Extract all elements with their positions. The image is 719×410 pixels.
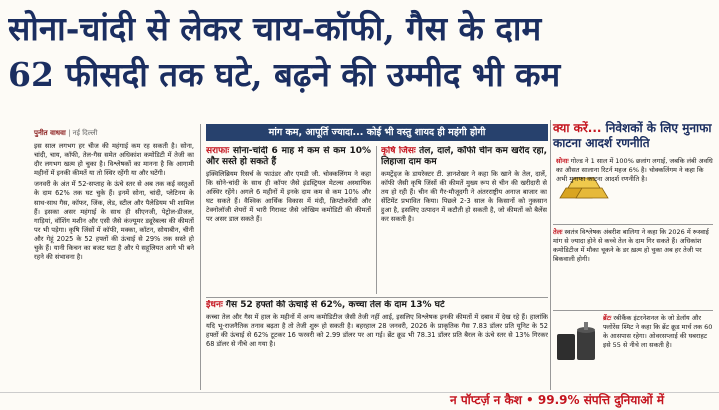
mid-horizontal-divider (206, 297, 548, 298)
fuel-heading: ईंधनः गैस 52 हफ्तों की ऊंचाई से 62%, कच्चा तेल के दाम 13% घटे (206, 300, 445, 310)
headline-line-2: 62 फीसदी तक घटे, बढ़ने की उम्मीद भी कम (8, 55, 561, 94)
oil-barrels-illustration (555, 320, 599, 362)
bottom-strip-text: न पॉप्टर्ज़ न कैश • 99.9% संपत्ति दुनियाओं में (450, 393, 665, 407)
sidebar-oil: तेलः स्वतंत्र विश्लेषक अंबरीश बालिगा ने कहा कि 2026 में रूस्वाई मांग से ज्यादा होने से कच्चे तेल के दाम गिर सकते हैं। अधिकांश कमोडिटीज में मौका चूकने के डर ख़त्म हो चुका अब हर तेजी पर बिकवाली होगी। (553, 228, 709, 263)
left-column-paragraph-2: जनवरी के अंत में 52-सप्ताह के ऊंचे स्तर से अब तक कई वस्तुओं के दाम 62% तक घट चुके हैं। इनमें सोना, चांदी, प्लेटिनम के साथ-साथ गैस, कॉफर, जिंक, लेड, स्टील और पैलेडियम भी शामिल हैं। इसका असर महंगाई के साथ ही सीएनजी, पेट्रोल-डीजल, गाड़ियां, वॉशिंग मशीन और एसी जैसे कंज्यूमर ड्यूरेबल्स की कीमतों पर भी पड़ेगा। कृषि जिंसों में कॉफी, मक्का, कॉटन, सोयाबीन, चीनी और गेहूं 2025 के 52 हफ्तों की ऊंचाई से 29% तक सस्ते हो चुके हैं। यानी किचन का बजट घटा है और ये सहूलियत आगे भी बने रहने की संभावना है। (34, 180, 194, 262)
section-banner: मांग कम, आपूर्ति ज्यादा... कोई भी वस्तु शायद ही महंगी होगी (206, 124, 548, 141)
sidebar-heading: क्या करें... निवेशकों के लिए मुनाफा काटना आदर्श रणनीति (553, 121, 712, 150)
sidebar-divider-1 (553, 224, 713, 225)
bottom-strip (0, 392, 719, 410)
headline (8, 6, 712, 98)
sidebar-divider-2 (553, 310, 713, 311)
headline-line-1: सोना-चांदी से लेकर चाय-कॉफी, गैस के दाम (8, 9, 542, 48)
bullion-body: इक्विलिब्रियम रिसर्च के फाउंडर और एमडी जी. चोक्कलिंगम ने कहा कि सोने-चांदी के साथ ही कॉपर जैसे इंडस्ट्रियल मेटल्स अस्थायिक अस्थिर रहेंगे। अगले 6 महीनों में इनके दाम कम से कम 10% और घट सकते हैं। वैश्विक आर्थिक विकास में मंदी, क्रिप्टोकरेंसी और टेक्नोलॉजी शेयरों में भारी गिरावट जैसे जोखिम कमोडिटी की कीमतों पर असर डाल सकते हैं। (206, 170, 371, 224)
dateline-place: नई दिल्ली (72, 129, 98, 137)
sidebar-brent: ब्रेंटः रबीकैंक इंटरनेशनल के जो डेलॉय और फ्लोरेंस श्मिट ने कहा कि ब्रेंट क्रूड मार्च तक 60 के आसपास रहेगा। ओवरसप्लाई की घबराहट इसे 55 से नीचे ला सकती है। (603, 314, 713, 349)
mid-divider (376, 146, 377, 294)
agri-heading: कृषि जिंसः तेल, दालें, कॉफी चीन कम खरीद रहा, लिहाजा दाम कम (381, 146, 547, 167)
bullion-heading: सराफाः सोना-चांदी 6 माह में कम से कम 10% और सस्ते हो सकते हैं (206, 146, 371, 167)
author-name: पुनीत वाधवा (34, 129, 66, 137)
fuel-body: कच्चा तेल और गैस में हाल के महीनों में अन्य कमोडिटीज जैसी तेजी नहीं आई, इसलिए विश्लेषक इनकी कीमतों में दबाव में देख रहे हैं। हालांकि यदि भू-राजनैतिक तनाव बढ़ता है तो तेजी शुरू हो सकती है। बहरहाल 28 जनवरी, 2026 के प्राकृतिक गैस 7.83 डॉलर प्रति यूनिट के 52 हफ्तों की ऊंचाई से 62% टूटकर 16 फरवरी को 2.99 डॉलर पर आ गई। ब्रेंट क्रूड भी 78.31 डॉलर प्रति बैरल के ऊंचे स्तर से 13% गिरकर 68 डॉलर से नीचे आ गया है। (206, 313, 548, 349)
fuel-section (206, 300, 548, 390)
left-column-paragraph-1: इस साल लगभग हर चीज की महंगाई कम रह सकती है। सोना, चांदी, चाय, कॉफी, तेल-गैस समेत अधिकांश कमोडिटी में तेजी का दौर लगभग खत्म हो चुका है। विश्लेषकों का मानना है कि आगामी महीनों में इनकी कीमतें या तो स्थिर रहेंगी या और घटेंगी। (34, 142, 194, 178)
bullion-section (206, 146, 371, 296)
sidebar-divider (550, 120, 551, 390)
column-divider (200, 124, 201, 390)
left-column (34, 142, 194, 390)
agri-section (381, 146, 547, 296)
sidebar-gold: सोनाः गोल्ड ने 1 साल में 100% छलांग लगाई, जबकि लंबी अवधि का औसत सालाना रिटर्न महज 6% है। चोक्कलिंगम ने कहा कि अभी मुनाफा काटना आदर्श रणनीति है। (556, 157, 713, 183)
agri-body: कमट्रेंड्ज के डायरेक्टर टी. ज्ञानशेखर ने कहा कि खाने के तेल, दालें, कॉफी जैसी कृषि जिंसों की कीमतें मुख्य रूप से चीन की खरीदारी से तय हो रही हैं। चीन की गैर-मौजूदगी ने अंतरराष्ट्रीय अनाज बाजार का सेंटिमेंट प्रभावित किया। पिछले 2-3 साल के किसानों को नुकसान हुआ है, इसलिए उत्पादन में कटौती हो सकती है, जो कीमतों को बैलेंस कर सकती है। (381, 170, 547, 224)
byline: पुनीत वाधवा | नई दिल्ली (34, 129, 98, 137)
